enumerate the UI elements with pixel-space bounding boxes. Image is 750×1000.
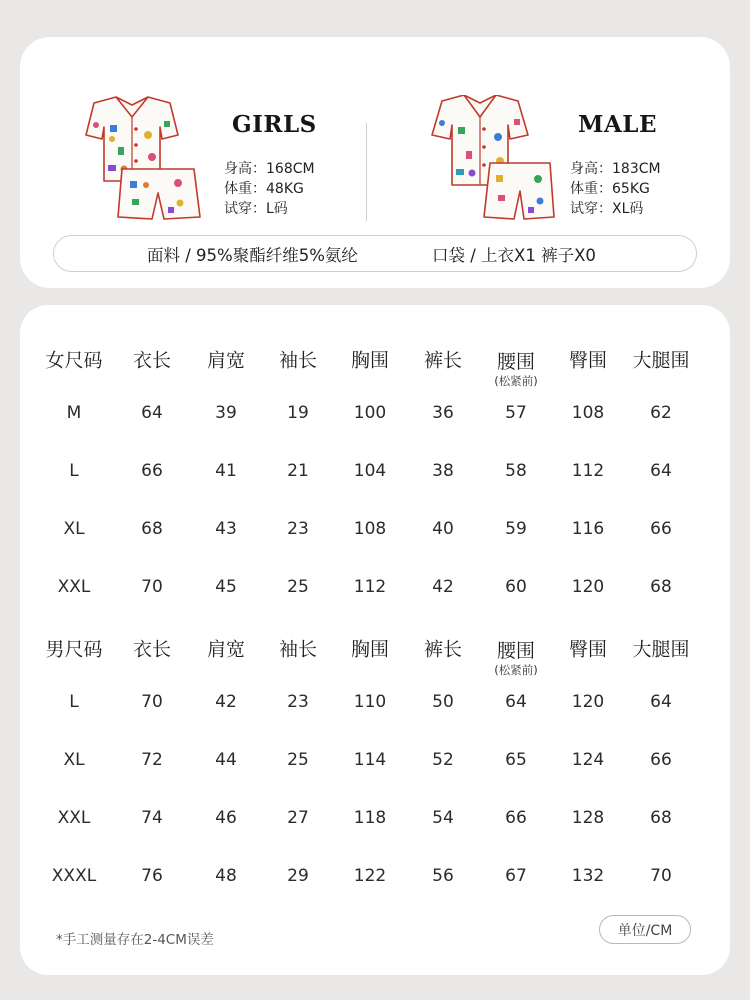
table-cell: 40 (432, 519, 454, 539)
column-header-label: 臀围 (568, 638, 608, 661)
size-label: XL (63, 750, 85, 770)
size-label: XXL (57, 808, 91, 828)
table-cell: 64 (650, 692, 672, 712)
column-header (207, 635, 245, 662)
column-header (133, 346, 171, 373)
model-size: 试穿：L码 (224, 201, 288, 217)
model-height: 身高：183CM (570, 161, 661, 177)
size-chart-card (20, 305, 730, 975)
column-header-label: 大腿围 (632, 638, 690, 661)
model-title: MALE (578, 111, 658, 138)
table-cell: 25 (287, 750, 309, 770)
pajama-shorts (118, 169, 200, 219)
table-cell: 29 (287, 866, 309, 886)
column-header-label: 臀围 (568, 349, 608, 372)
column-header (632, 346, 689, 373)
fabric-composition: 面料 / 95%聚酯纤维5%氨纶 (147, 245, 358, 265)
table-cell: 120 (571, 692, 605, 712)
pajama-set-image (418, 95, 558, 225)
column-header (424, 635, 462, 662)
model-weight: 体重：48KG (224, 181, 304, 197)
table-cell: 120 (571, 577, 605, 597)
table-cell: 116 (571, 519, 605, 539)
table-cell: 48 (215, 866, 237, 886)
table-cell: 36 (432, 403, 454, 423)
model-size: 试穿：XL码 (570, 201, 644, 217)
size-label: L (69, 461, 79, 481)
size-label: XXXL (51, 866, 97, 886)
table-cell: 70 (141, 577, 163, 597)
model-info-girls (224, 111, 394, 219)
table-cell: 124 (571, 750, 605, 770)
column-header (279, 346, 317, 373)
column-header (279, 635, 317, 662)
column-header-label: 裤长 (423, 638, 463, 661)
table-cell: 42 (215, 692, 237, 712)
table-cell: 65 (505, 750, 527, 770)
model-title: GIRLS (232, 111, 317, 138)
table-cell: 50 (432, 692, 454, 712)
table-cell: 66 (650, 750, 672, 770)
table-cell: 72 (141, 750, 163, 770)
table-cell: 132 (571, 866, 605, 886)
column-header (424, 346, 462, 373)
pocket-info: 口袋 / 上衣X1 裤子X0 (432, 245, 596, 265)
table-cell: 58 (505, 461, 527, 481)
size-label: XXL (57, 577, 91, 597)
table-cell: 128 (571, 808, 605, 828)
table-cell: 43 (215, 519, 237, 539)
table-cell: 46 (215, 808, 237, 828)
column-header-note: (松紧前) (494, 663, 538, 677)
model-weight: 体重：65KG (570, 181, 650, 197)
table-cell: 62 (650, 403, 672, 423)
model-info-male (570, 111, 740, 219)
pajama-set-image (72, 95, 212, 225)
column-header-label: 腰围 (496, 351, 536, 373)
table-cell: 66 (505, 808, 527, 828)
table-cell: 44 (215, 750, 237, 770)
column-header-label: 裤长 (423, 349, 463, 372)
table-cell: 42 (432, 577, 454, 597)
table-cell: 64 (141, 403, 163, 423)
table-cell: 122 (353, 866, 387, 886)
size-label: M (66, 403, 82, 423)
table-cell: 76 (141, 866, 163, 886)
table-cell: 56 (432, 866, 454, 886)
table-cell: 54 (432, 808, 454, 828)
table-cell: 74 (141, 808, 163, 828)
column-header-label: 大腿围 (632, 349, 690, 372)
table-cell: 108 (353, 519, 387, 539)
table-cell: 23 (287, 692, 309, 712)
pajama-shorts (484, 163, 554, 219)
table-cell: 104 (353, 461, 387, 481)
table-cell: 25 (287, 577, 309, 597)
table-cell: 70 (650, 866, 672, 886)
table-cell: 66 (141, 461, 163, 481)
table-cell: 114 (353, 750, 387, 770)
table-cell: 60 (505, 577, 527, 597)
column-header (569, 346, 607, 373)
table-cell: 64 (505, 692, 527, 712)
measurement-note: *手工测量存在2-4CM误差 (56, 932, 214, 948)
column-header-label: 胸围 (350, 638, 390, 661)
column-header-label: 胸围 (350, 349, 390, 372)
table-cell: 100 (353, 403, 387, 423)
column-header-label: 肩宽 (206, 349, 246, 372)
column-header (494, 347, 537, 387)
column-header-label: 衣长 (132, 349, 172, 372)
table-cell: 112 (353, 577, 387, 597)
column-header-label: 女尺码 (45, 349, 103, 372)
column-header (569, 635, 607, 662)
fabric-info-bar (53, 235, 697, 272)
column-header-label: 衣长 (132, 638, 172, 661)
unit-badge: 单位/CM (599, 915, 691, 944)
column-header (494, 636, 537, 676)
table-cell: 19 (287, 403, 309, 423)
column-header (133, 635, 171, 662)
size-column-header (45, 346, 102, 373)
table-cell: 38 (432, 461, 454, 481)
table-cell: 66 (650, 519, 672, 539)
table-cell: 64 (650, 461, 672, 481)
size-label: L (69, 692, 79, 712)
model-height: 身高：168CM (224, 161, 315, 177)
table-cell: 45 (215, 577, 237, 597)
column-header-label: 袖长 (278, 349, 318, 372)
column-header (351, 346, 389, 373)
column-header (632, 635, 689, 662)
table-cell: 27 (287, 808, 309, 828)
table-cell: 118 (353, 808, 387, 828)
table-cell: 59 (505, 519, 527, 539)
table-cell: 110 (353, 692, 387, 712)
table-cell: 108 (571, 403, 605, 423)
column-header-label: 男尺码 (45, 638, 103, 661)
column-header (207, 346, 245, 373)
size-column-header (45, 635, 102, 662)
table-cell: 68 (650, 808, 672, 828)
column-header-label: 袖长 (278, 638, 318, 661)
table-cell: 68 (650, 577, 672, 597)
table-cell: 112 (571, 461, 605, 481)
column-header-label: 腰围 (496, 640, 536, 662)
table-cell: 67 (505, 866, 527, 886)
table-cell: 41 (215, 461, 237, 481)
model-divider (366, 123, 367, 221)
table-cell: 23 (287, 519, 309, 539)
column-header-label: 肩宽 (206, 638, 246, 661)
column-header-note: (松紧前) (494, 374, 538, 388)
table-cell: 39 (215, 403, 237, 423)
table-cell: 57 (505, 403, 527, 423)
table-cell: 52 (432, 750, 454, 770)
table-cell: 70 (141, 692, 163, 712)
model-info-card (20, 37, 730, 288)
size-label: XL (63, 519, 85, 539)
table-cell: 68 (141, 519, 163, 539)
table-cell: 21 (287, 461, 309, 481)
column-header (351, 635, 389, 662)
